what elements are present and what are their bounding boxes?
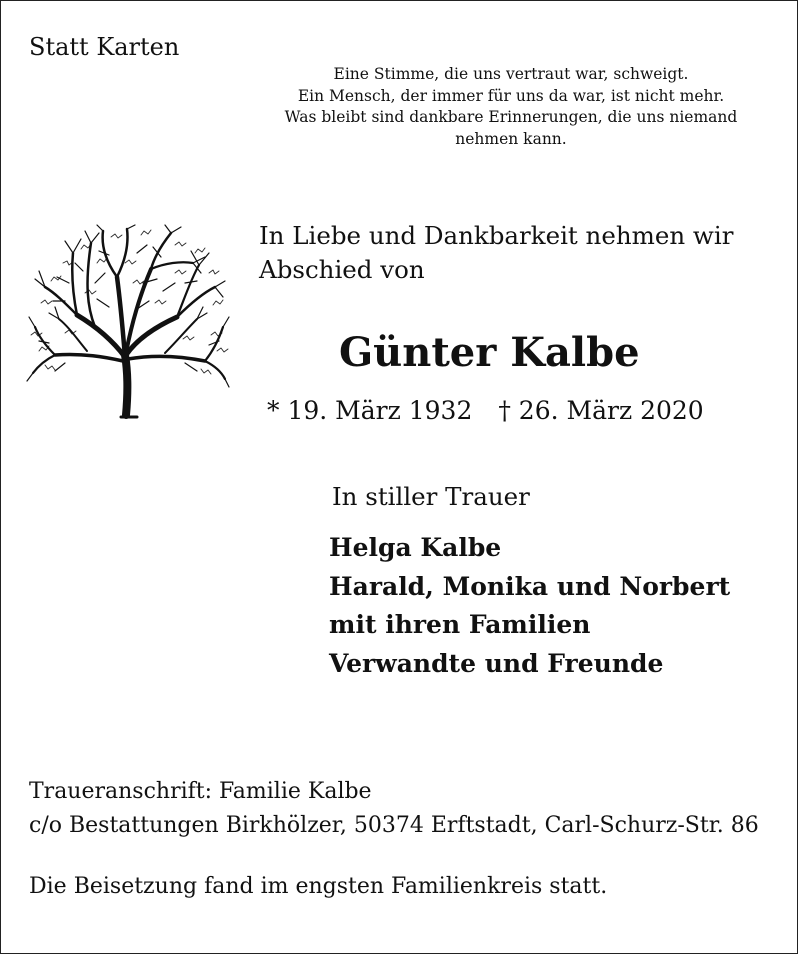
poem-line: Was bleibt sind dankbare Erinnerungen, die uns niemand: [284, 108, 738, 126]
tree-icon: [25, 223, 231, 419]
poem-line: Ein Mensch, der immer für uns da war, ist nicht mehr.: [297, 86, 725, 105]
poem-line: Eine Stimme, die uns vertraut war, schweigt.: [333, 65, 689, 83]
birth-date: * 19. März 1932: [267, 396, 473, 425]
mourner-line: Verwandte und Freunde: [329, 648, 664, 678]
burial-note: Die Beisetzung fand im engsten Familienkreis statt.: [29, 874, 608, 899]
header-statt-karten: Statt Karten: [29, 33, 180, 61]
poem-line: nehmen kann.: [455, 129, 567, 148]
mourning-phrase: In stiller Trauer: [332, 482, 530, 511]
mourner-line: Harald, Monika und Norbert: [329, 571, 731, 601]
mourner-line: Helga Kalbe: [329, 533, 502, 562]
address-line: c/o Bestattungen Birkhölzer, 50374 Erftstadt, Carl-Schurz-Str. 86: [29, 813, 759, 838]
mourners-list: [329, 529, 730, 683]
intro-line: In Liebe und Dankbarkeit nehmen wir: [259, 221, 734, 250]
address-line: Traueranschrift: Familie Kalbe: [29, 779, 372, 804]
farewell-intro: [259, 219, 733, 287]
mourning-address: [29, 775, 759, 843]
life-dates: [267, 393, 704, 429]
mourner-line: mit ihren Familien: [329, 610, 591, 639]
deceased-name: Günter Kalbe: [339, 329, 640, 376]
death-date: † 26. März 2020: [498, 396, 704, 425]
intro-line: Abschied von: [259, 255, 425, 284]
memorial-poem: [251, 64, 771, 150]
